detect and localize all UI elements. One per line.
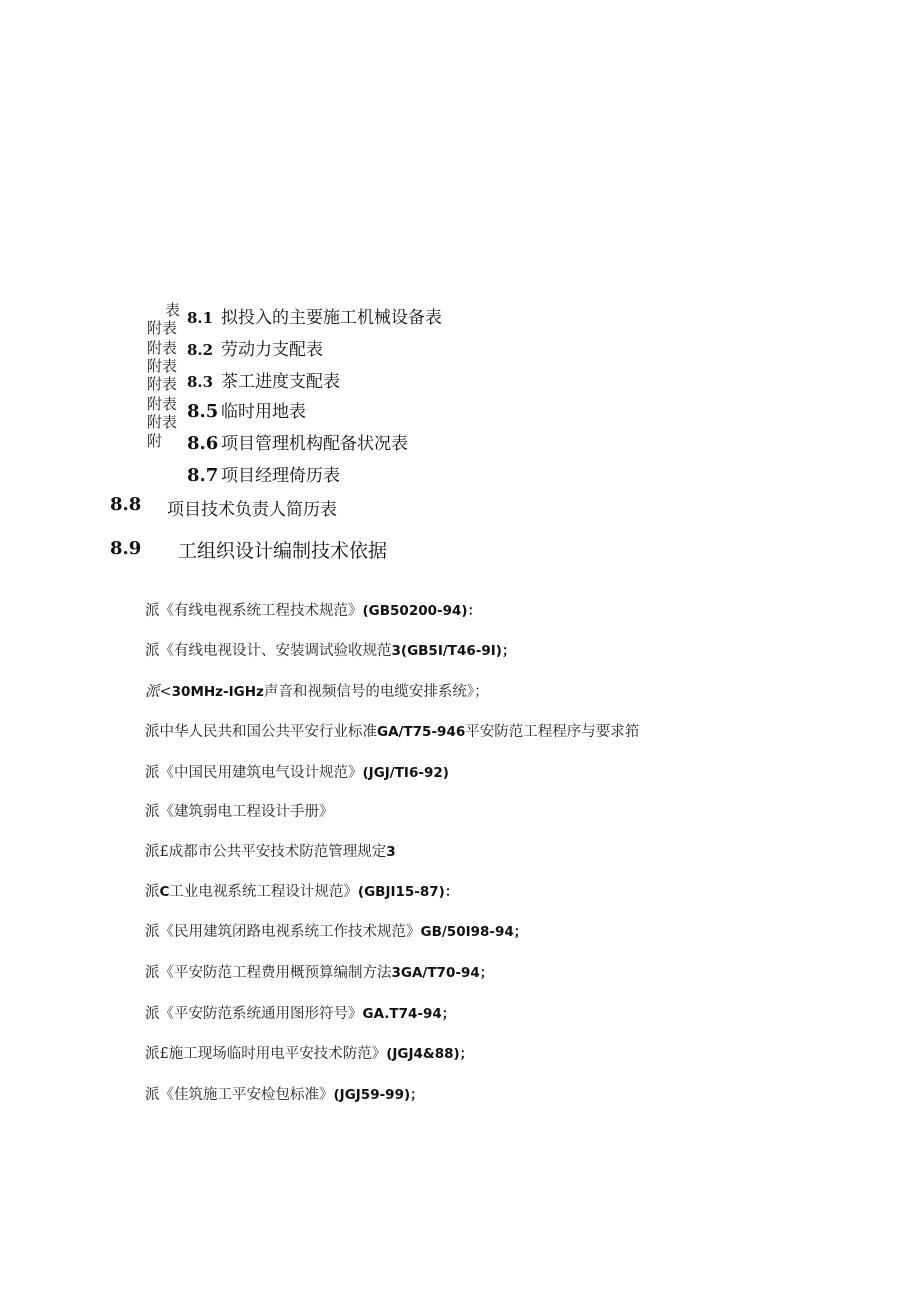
appendix-number: 8.1	[187, 309, 214, 327]
reference-text: 声音和视频信号的电缆安排系统》；	[263, 684, 489, 700]
reference-item	[145, 1083, 424, 1104]
reference-item	[145, 720, 639, 741]
appendix-item	[187, 303, 442, 328]
reference-text: 派《有线电视设计、安装调试验收规范	[145, 643, 392, 659]
appendix-item	[187, 335, 323, 360]
appendix-number: 8.2	[187, 341, 214, 359]
reference-code: (JGJ/TI6-92)	[362, 765, 449, 781]
reference-item	[145, 961, 493, 982]
appendix-number: 8.7	[187, 465, 219, 486]
reference-code: (GB50200-94)：	[362, 603, 482, 619]
appendix-title: 拟投入的主要施工机械设备表	[221, 308, 442, 328]
section-number: 8.9	[110, 538, 142, 559]
reference-text: 派中华人民共和国公共平安行业标准	[145, 724, 377, 740]
reference-item	[145, 1042, 473, 1063]
reference-item	[145, 1002, 455, 1023]
prefix-fragment: 附表	[147, 395, 178, 413]
reference-item	[145, 680, 489, 701]
reference-code: C	[159, 884, 170, 900]
appendix-item	[187, 461, 340, 486]
appendix-title: 劳动力支配表	[221, 340, 323, 360]
appendix-number: 8.3	[187, 373, 214, 391]
appendix-title: 临时用地表	[221, 402, 306, 422]
reference-code: (GBJI15-87)：	[357, 884, 459, 900]
appendix-title: 项目管理机构配备状况表	[221, 434, 408, 454]
reference-code: (JGJ59-99)；	[333, 1087, 424, 1103]
reference-item	[145, 880, 458, 901]
appendix-number: 8.5	[187, 401, 219, 422]
prefix-fragment: 附表	[147, 375, 178, 393]
prefix-fragment: 附表	[147, 357, 178, 375]
reference-text: 派《建筑弱电工程设计手册》	[145, 804, 334, 820]
reference-text: 派《平安防范工程费用概预算编制方法	[145, 965, 392, 981]
reference-text: 派《平安防范系统通用图形符号》	[145, 1006, 363, 1022]
prefix-fragment: 附表	[147, 339, 178, 357]
reference-text: 派<	[145, 684, 172, 700]
appendix-item	[187, 367, 340, 392]
reference-item	[145, 800, 334, 821]
reference-text: 派《民用建筑闭路电视系统工作技术规范》	[145, 924, 421, 940]
prefix-fragment: 附表	[147, 319, 178, 337]
reference-item	[145, 761, 449, 782]
reference-text: 派《佳筑施工平安检包标准》	[145, 1087, 334, 1103]
reference-code: GA/T75-946	[377, 724, 466, 740]
section-title: 项目技术负责人简历表	[167, 500, 337, 520]
reference-code: 3	[386, 844, 396, 860]
section-heading: 工组织设计编制技术依据	[178, 540, 388, 562]
reference-text: 平安防范工程程序与要求筘	[465, 724, 640, 740]
appendix-title: 茶工进度支配表	[221, 372, 340, 392]
reference-code: GA.T74-94；	[362, 1006, 456, 1022]
reference-code: GB/50I98-94；	[420, 924, 528, 940]
section-number: 8.8	[110, 494, 142, 515]
reference-code: 3GA/T70-94；	[391, 965, 494, 981]
appendix-item	[187, 429, 408, 454]
reference-code: 3(GB5I/T46-9I)；	[391, 643, 516, 659]
reference-text: 派£施工现场临时用电平安技术防范》	[145, 1046, 387, 1062]
reference-text: 派	[145, 884, 160, 900]
prefix-fragment: 表	[165, 301, 181, 319]
appendix-item	[187, 397, 306, 422]
reference-item	[145, 840, 396, 861]
appendix-number: 8.6	[187, 433, 219, 454]
reference-item	[145, 639, 515, 660]
reference-code: (JGJ4&88)；	[386, 1046, 474, 1062]
reference-text: 工业电视系统工程设计规范》	[169, 884, 358, 900]
prefix-fragment: 附	[147, 432, 163, 450]
appendix-title: 项目经理倚历表	[221, 466, 340, 486]
reference-text: 派《有线电视系统工程技术规范》	[145, 603, 363, 619]
reference-item	[145, 920, 527, 941]
reference-text: 派《中国民用建筑电气设计规范》	[145, 765, 363, 781]
reference-code: 30MHz-IGHz	[171, 684, 264, 700]
prefix-fragment: 附表	[147, 413, 178, 431]
reference-item	[145, 599, 481, 620]
reference-text: 派£成都市公共平安技术防范管理规定	[145, 844, 387, 860]
